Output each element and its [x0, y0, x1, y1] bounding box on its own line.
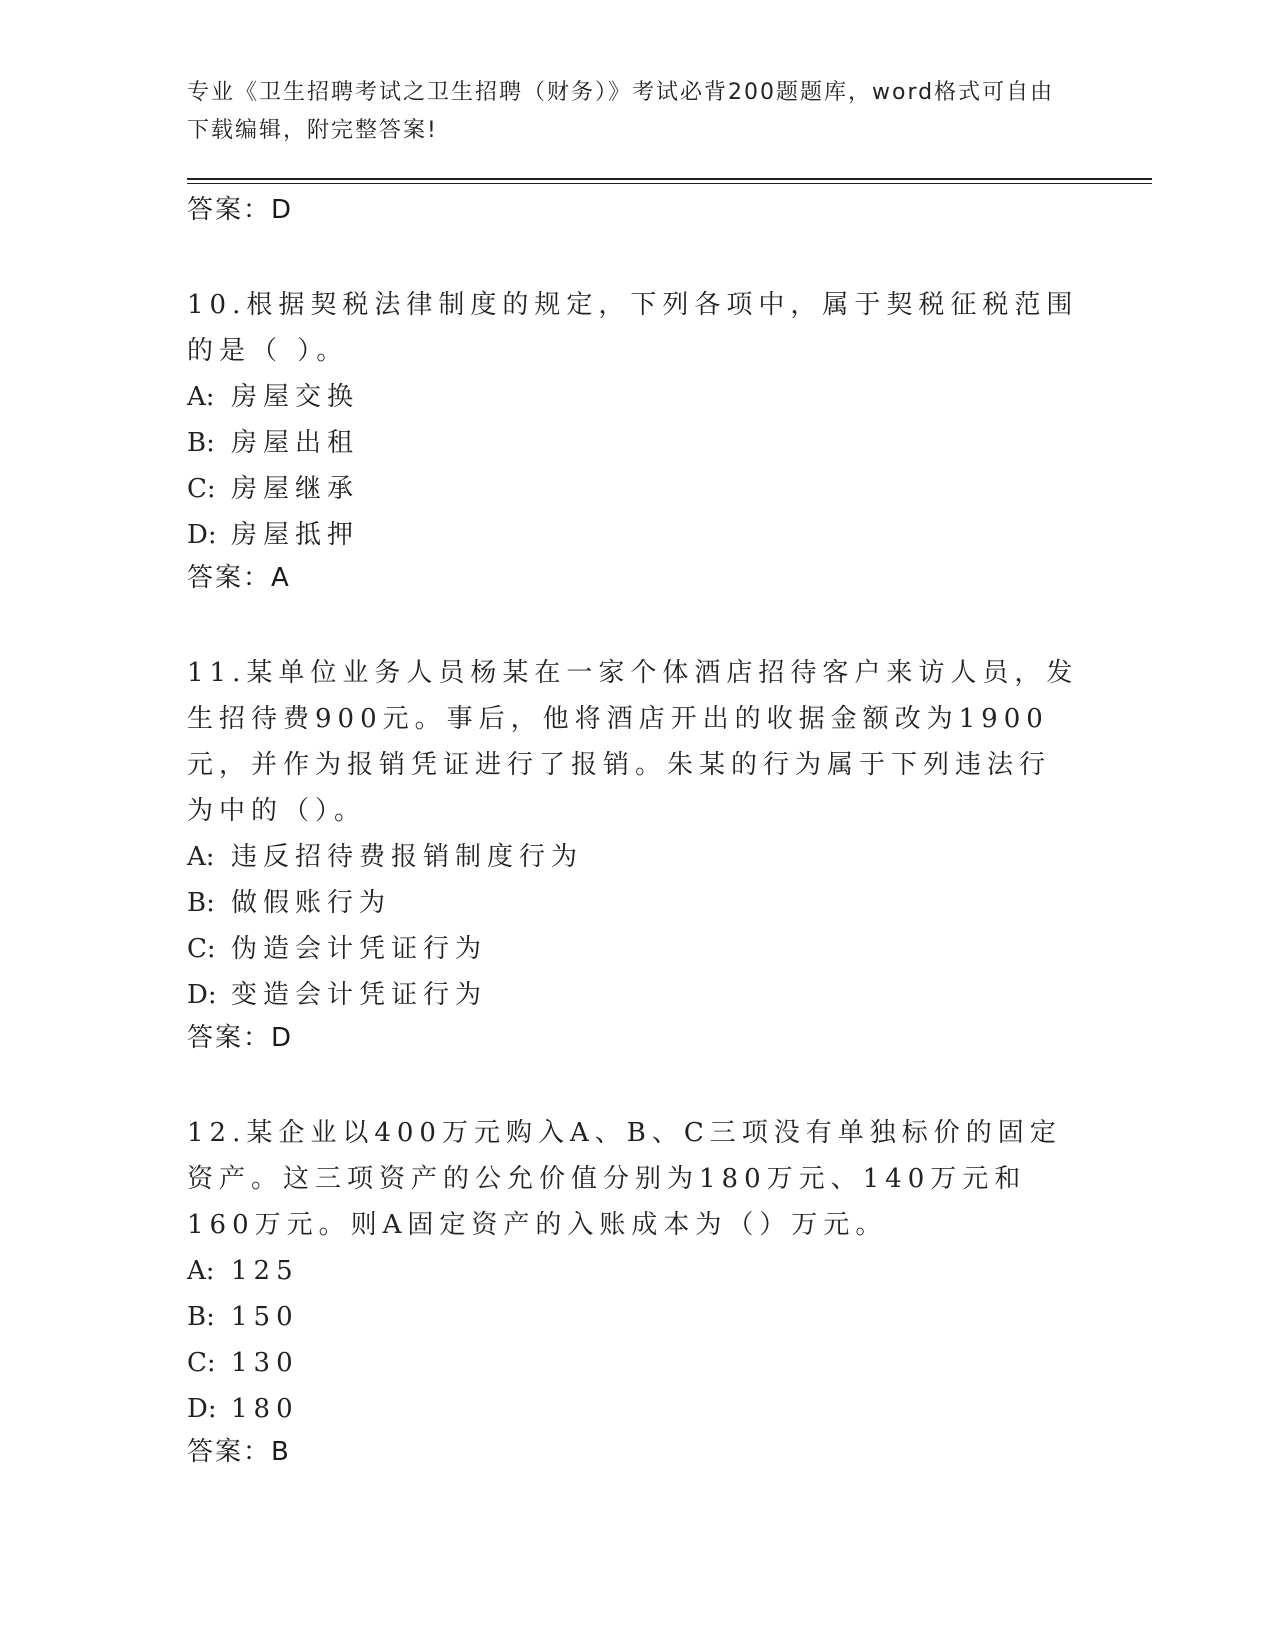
- option-key: C:: [187, 934, 216, 964]
- question-text: 10.根据契税法律制度的规定，下列各项中，属于契税征税范围的是（ ）。: [187, 290, 1079, 366]
- option-b: [187, 420, 1082, 466]
- option-b: [187, 880, 1082, 926]
- header-divider-thick: [187, 178, 1152, 180]
- option-key: D:: [187, 520, 217, 550]
- header-note: 专业《卫生招聘考试之卫生招聘（财务）》考试必背200题题库，word格式可自由下载编辑，附完整答案!: [187, 80, 1055, 143]
- question-block: [187, 282, 1082, 604]
- question-block: [187, 1110, 1082, 1478]
- option-c: [187, 1340, 1082, 1386]
- option-key: A:: [187, 1256, 215, 1286]
- option-a: [187, 1248, 1082, 1294]
- option-d: [187, 1386, 1082, 1432]
- question-list: [187, 190, 1082, 1478]
- option-text: 房屋交换: [231, 382, 360, 412]
- option-c: [187, 466, 1082, 512]
- option-a: [187, 374, 1082, 420]
- answer-line: 答案：A: [187, 563, 291, 593]
- option-text: 130: [231, 1348, 299, 1378]
- option-text: 伪造会计凭证行为: [231, 934, 488, 964]
- option-text: 做假账行为: [231, 888, 392, 918]
- option-key: B:: [187, 1302, 215, 1332]
- option-text: 180: [231, 1394, 299, 1424]
- question-text: 11.某单位业务人员杨某在一家个体酒店招待客户来访人员，发生招待费900元。事后，他将酒店开出的收据金额改为1900元，并作为报销凭证进行了报销。朱某的行为属于下列违法行为中的（）。: [187, 658, 1079, 826]
- option-key: B:: [187, 428, 215, 458]
- answer-line: 答案：B: [187, 1437, 291, 1467]
- header-divider-thin: [187, 183, 1152, 184]
- answer-line: 答案：D: [187, 1023, 294, 1053]
- option-b: [187, 1294, 1082, 1340]
- option-key: C:: [187, 1348, 216, 1378]
- option-key: B:: [187, 888, 215, 918]
- answer-line: 答案：D: [187, 195, 294, 225]
- option-text: 150: [231, 1302, 299, 1332]
- option-key: D:: [187, 1394, 217, 1424]
- option-c: [187, 926, 1082, 972]
- option-d: [187, 972, 1082, 1018]
- option-text: 违反招待费报销制度行为: [231, 842, 584, 872]
- option-a: [187, 834, 1082, 880]
- option-text: 房屋出租: [231, 428, 360, 458]
- option-text: 变造会计凭证行为: [231, 980, 488, 1010]
- option-d: [187, 512, 1082, 558]
- option-key: C:: [187, 474, 216, 504]
- option-key: A:: [187, 382, 215, 412]
- option-text: 房屋继承: [231, 474, 360, 504]
- option-key: A:: [187, 842, 215, 872]
- question-block: [187, 650, 1082, 1064]
- option-text: 125: [231, 1256, 299, 1286]
- option-key: D:: [187, 980, 217, 1010]
- question-text: 12.某企业以400万元购入A、B、C三项没有单独标价的固定资产。这三项资产的公允价值分别为180万元、140万元和160万元。则A固定资产的入账成本为（）万元。: [187, 1118, 1062, 1240]
- option-text: 房屋抵押: [231, 520, 360, 550]
